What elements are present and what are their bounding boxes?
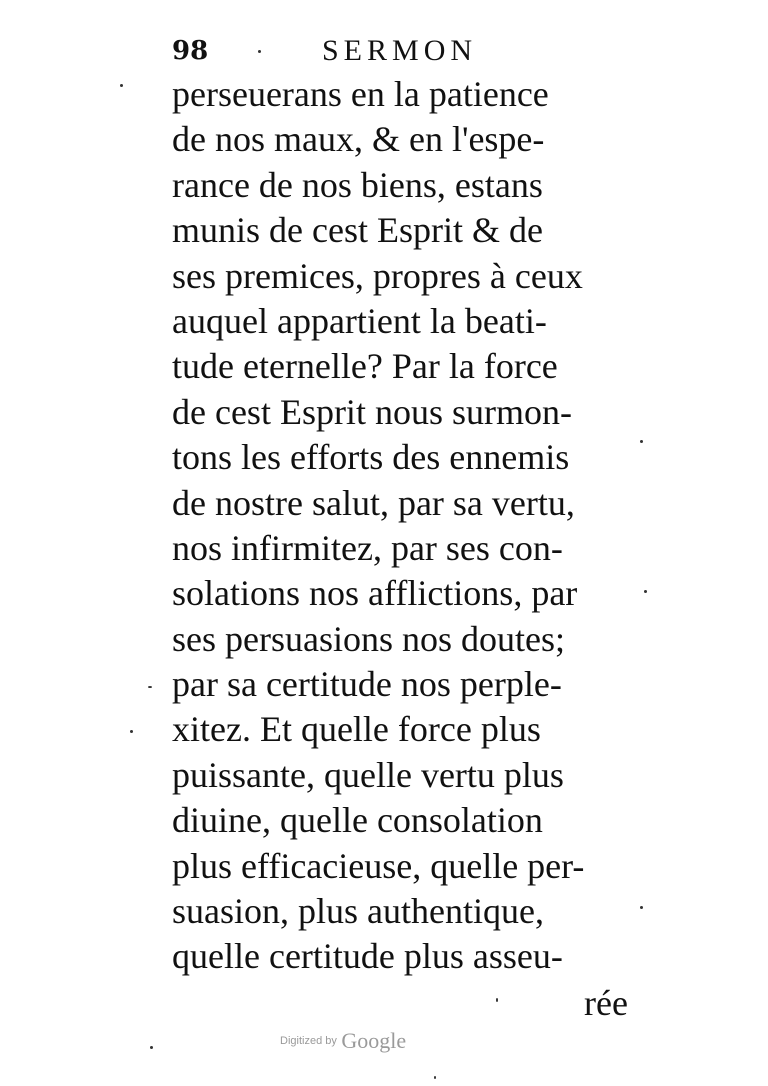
- running-head: SERMON: [322, 34, 478, 67]
- text-line: diuine, quelle consolation: [172, 800, 543, 841]
- text-line: ses premices, propres à ceux: [172, 255, 583, 296]
- scan-speck: [120, 84, 123, 87]
- text-line: rance de nos biens, estans: [172, 164, 543, 205]
- scan-speck: [434, 1076, 436, 1079]
- text-line: perseuerans en la patience: [172, 74, 549, 114]
- scan-speck: [640, 440, 643, 443]
- text-line: puissante, quelle vertu plus: [172, 754, 564, 795]
- text-line: ses persuasions nos doutes;: [172, 618, 565, 659]
- text-line: munis de cest Esprit & de: [172, 210, 543, 251]
- text-line: quelle certitude plus asseu-: [172, 936, 563, 977]
- scan-speck: [150, 1046, 153, 1049]
- watermark-brand: Google: [341, 1028, 407, 1053]
- text-line: tude eternelle? Par la force: [172, 346, 558, 387]
- text-line: de cest Esprit nous surmon-: [172, 391, 572, 432]
- scan-speck: [644, 590, 647, 593]
- scan-speck: [640, 906, 643, 909]
- watermark-prefix: Digitized by: [280, 1035, 337, 1047]
- text-line: de nos maux, & en l'espe-: [172, 119, 545, 160]
- body-text: [172, 72, 642, 980]
- scan-speck: [258, 50, 261, 53]
- catchword: rée: [584, 983, 628, 1023]
- text-line: suasion, plus authentique,: [172, 891, 544, 932]
- digitized-watermark: [280, 1028, 406, 1054]
- text-line: auquel appartient la beati-: [172, 300, 547, 341]
- scan-speck: [130, 730, 133, 733]
- text-line: par sa certitude nos perple-: [172, 664, 562, 705]
- text-line: xitez. Et quelle force plus: [172, 709, 541, 750]
- text-line: plus efficacieuse, quelle per-: [172, 845, 585, 886]
- text-line: de nostre salut, par sa vertu,: [172, 482, 575, 523]
- text-line: nos infirmitez, par ses con-: [172, 527, 563, 568]
- scan-speck: [148, 686, 152, 688]
- text-line: solations nos afflictions, par: [172, 573, 578, 614]
- scan-speck: [496, 998, 498, 1002]
- text-line: tons les efforts des ennemis: [172, 437, 570, 478]
- page-number: 98: [172, 36, 209, 66]
